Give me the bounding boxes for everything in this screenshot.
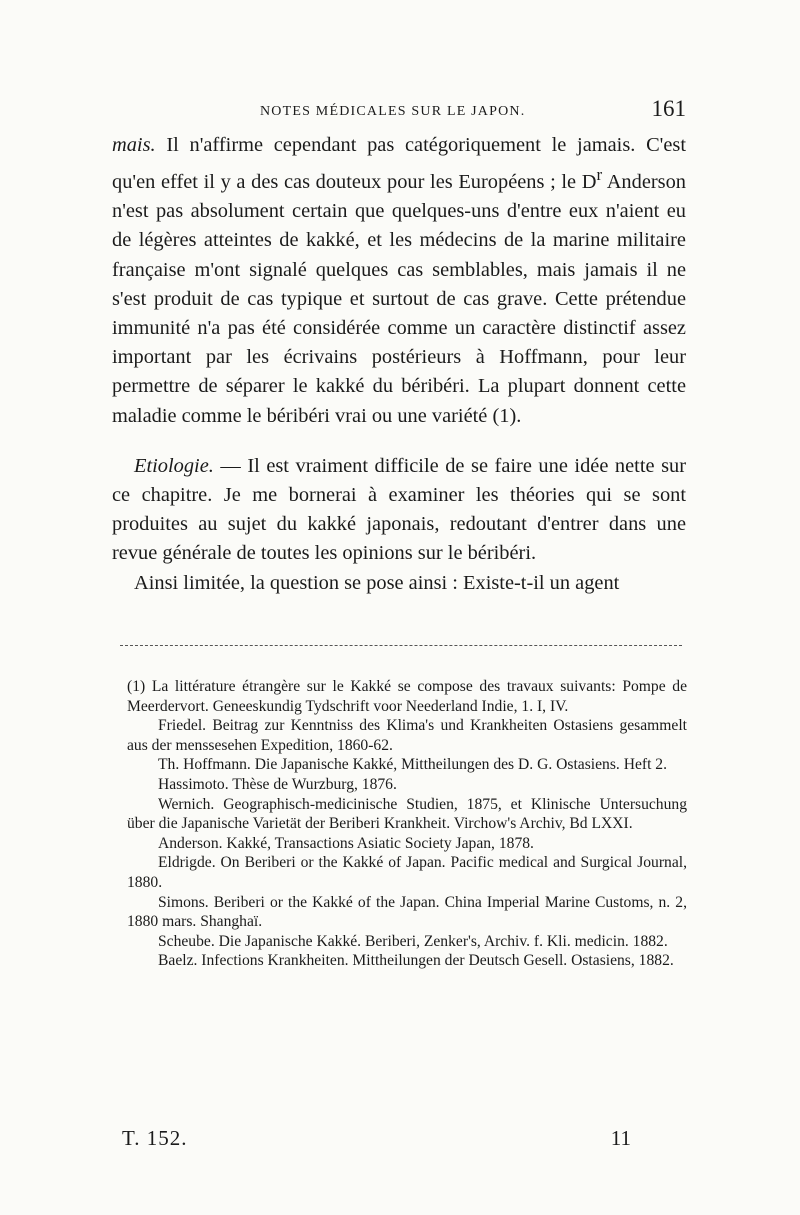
page-header <box>112 96 686 128</box>
document-page <box>112 0 686 1215</box>
superscript: r <box>596 165 603 185</box>
signature-line <box>112 1126 686 1156</box>
paragraph-text: — Il est vraiment difficile de se faire une idée nette sur ce chapitre. Je me bornerai à examiner les théories qui se sont produites au sujet du kakké japonais, redoutant d'entrer dans une revue générale de toutes les opinions sur le béribéri. <box>112 454 686 565</box>
footnote-entry: Friedel. Beitrag zur Kenntniss des Klima's und Krankheiten Ostasiens gesammelt aus der menssesehen Expedition, 1860-62. <box>127 717 687 754</box>
paragraph-text: Il n'affirme cependant pas catégoriquement le jamais. C'est qu'en effet il y a des cas douteux pour les Européens ; le D <box>112 134 686 193</box>
tome-mark: T. 152. <box>122 1126 188 1150</box>
footnote-entry: Hassimoto. Thèse de Wurzburg, 1876. <box>158 775 397 793</box>
footnotes <box>127 677 687 971</box>
paragraph-text-continued: Anderson n'est pas absolument certain que quelques-uns d'entre eux n'aient eu de légères atteintes de kakké, et les médecins de la marine militaire française m'ont signalé quelques cas semblables, mais jamais il ne s'est produit de cas typique et surtout de cas grave. Cette prétendue immunité n'a pas été considérée comme un caractère distinctif assez important par les écrivains postérieurs à Hoffmann, pour leur permettre de séparer le kakké du béribéri. La plupart donnent cette maladie comme le béribéri vrai ou une variété (1). <box>112 171 686 427</box>
signature-number: 11 <box>610 1126 631 1150</box>
running-title: NOTES MÉDICALES SUR LE JAPON. <box>260 104 526 119</box>
footnote-entry: Anderson. Kakké, Transactions Asiatic Society Japan, 1878. <box>158 834 534 852</box>
footnote-entry: Th. Hoffmann. Die Japanische Kakké, Mittheilungen des D. G. Ostasiens. Heft 2. <box>158 756 667 774</box>
footnote-entry: Simons. Beriberi or the Kakké of the Japan. China Imperial Marine Customs, n. 2, 1880 mars. Shanghaï. <box>127 893 687 931</box>
footnote-entry: (1) La littérature étrangère sur le Kakké se compose des travaux suivants: Pompe de Meerdervort. Geneeskundig Tydschrift voor Neederland Indie, 1. I, IV. <box>127 678 687 715</box>
footnote-entry: Scheube. Die Japanische Kakké. Beriberi, Zenker's, Archiv. f. Kli. medicin. 1882. <box>158 932 668 950</box>
footnote-divider <box>120 645 682 646</box>
footnote-entry: Baelz. Infections Krankheiten. Mittheilungen der Deutsch Gesell. Ostasiens, 1882. <box>158 952 674 970</box>
paragraph-immunity <box>112 131 686 431</box>
footnote-entry: Wernich. Geographisch-medicinische Studien, 1875, et Klinische Untersuchung über die Japanische Varietät der Beriberi Krankheit. Virchow's Archiv, Bd LXXI. <box>127 795 687 833</box>
paragraph-question: Ainsi limitée, la question se pose ainsi : Existe-t-il un agent <box>134 571 620 594</box>
main-text <box>112 131 686 598</box>
footnote-entry: Eldrigde. On Beriberi or the Kakké of Japan. Pacific medical and Surgical Journal, 1880. <box>127 854 687 891</box>
italic-word: mais. <box>112 134 156 156</box>
page-number: 161 <box>651 96 686 121</box>
section-heading: Etiologie. <box>134 454 214 477</box>
paragraph-etiologie <box>112 452 686 569</box>
